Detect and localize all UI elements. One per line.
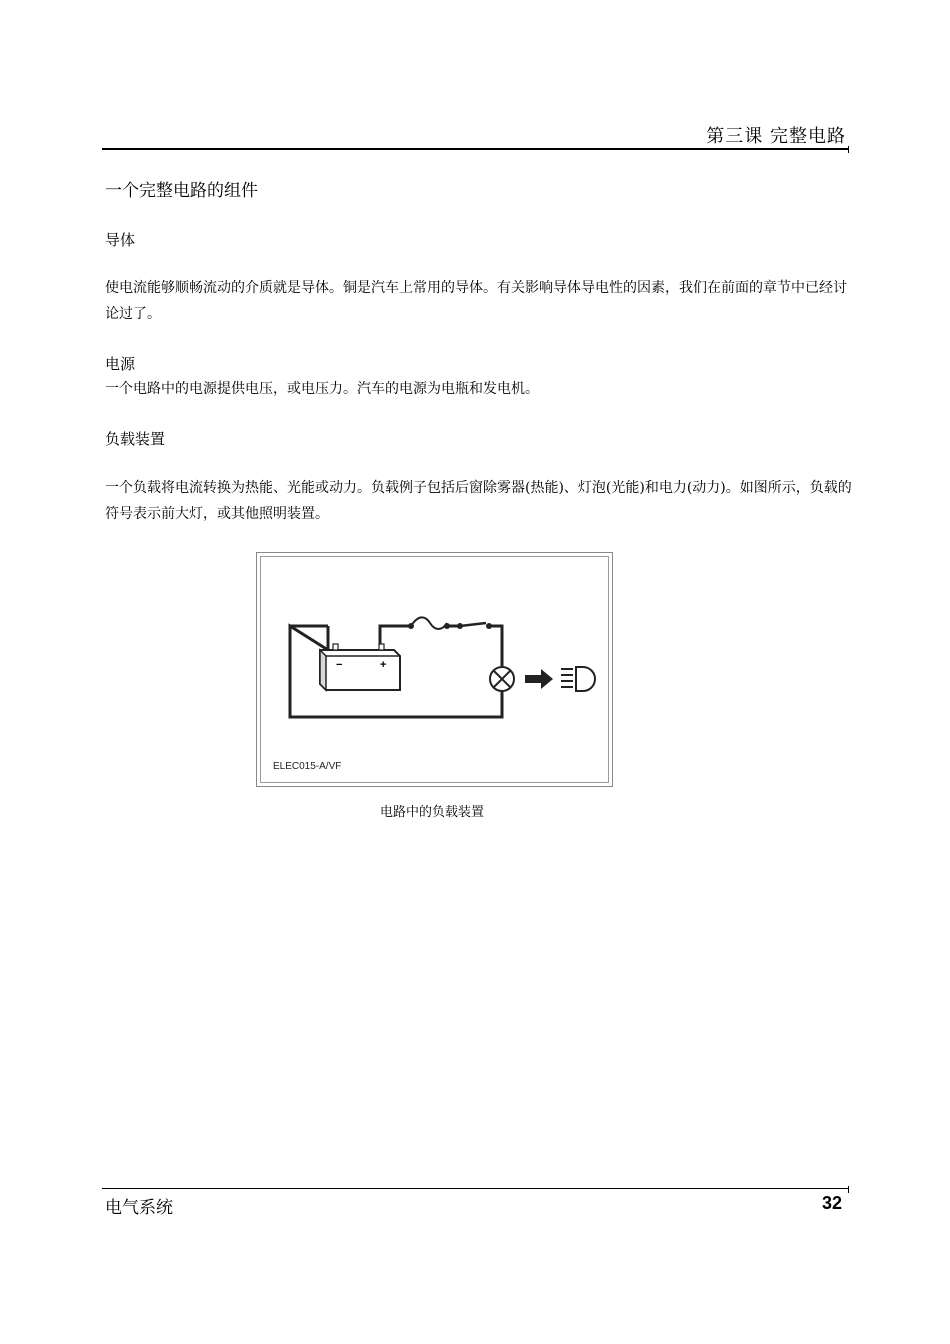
fuse-icon <box>408 617 450 629</box>
section-title: 一个完整电路的组件 <box>105 181 258 201</box>
page-number: 32 <box>821 1193 842 1213</box>
header-rule <box>102 148 849 150</box>
switch-icon <box>447 623 492 629</box>
load-paragraph: 一个负载将电流转换为热能、光能或动力。负载例子包括后窗除雾器(热能)、灯泡(光能)和电力(动力)。如图所示，负载的符号表示前大灯，或其他照明装置。 <box>105 480 852 522</box>
page-header-title: 第三课 完整电路 <box>706 126 846 147</box>
conductor-heading: 导体 <box>105 231 136 249</box>
footer-rule <box>102 1188 849 1189</box>
footer-title: 电气系统 <box>105 1198 173 1218</box>
circuit-figure <box>256 552 613 787</box>
battery-minus-label: − <box>336 659 343 671</box>
battery-icon <box>320 644 400 690</box>
arrow-icon <box>525 669 553 689</box>
load-heading: 负载装置 <box>105 430 166 448</box>
power-source-paragraph: 一个电路中的电源提供电压，或电压力。汽车的电源为电瓶和发电机。 <box>105 381 539 397</box>
circuit-figure-inner <box>260 556 609 783</box>
lamp-icon <box>490 667 514 691</box>
header-rule-tick <box>848 146 849 153</box>
circuit-diagram <box>261 557 610 784</box>
conductor-paragraph: 使电流能够顺畅流动的介质就是导体。铜是汽车上常用的导体。有关影响导体导电性的因素，我们在前面的章节中已经讨论过了。 <box>105 280 847 322</box>
figure-code: ELEC015-A/VF <box>273 761 342 772</box>
headlamp-icon <box>561 667 595 691</box>
figure-caption: 电路中的负载装置 <box>380 805 485 820</box>
battery-plus-label: + <box>380 659 387 671</box>
power-source-heading: 电源 <box>105 355 136 373</box>
footer-rule-tick <box>848 1186 849 1193</box>
